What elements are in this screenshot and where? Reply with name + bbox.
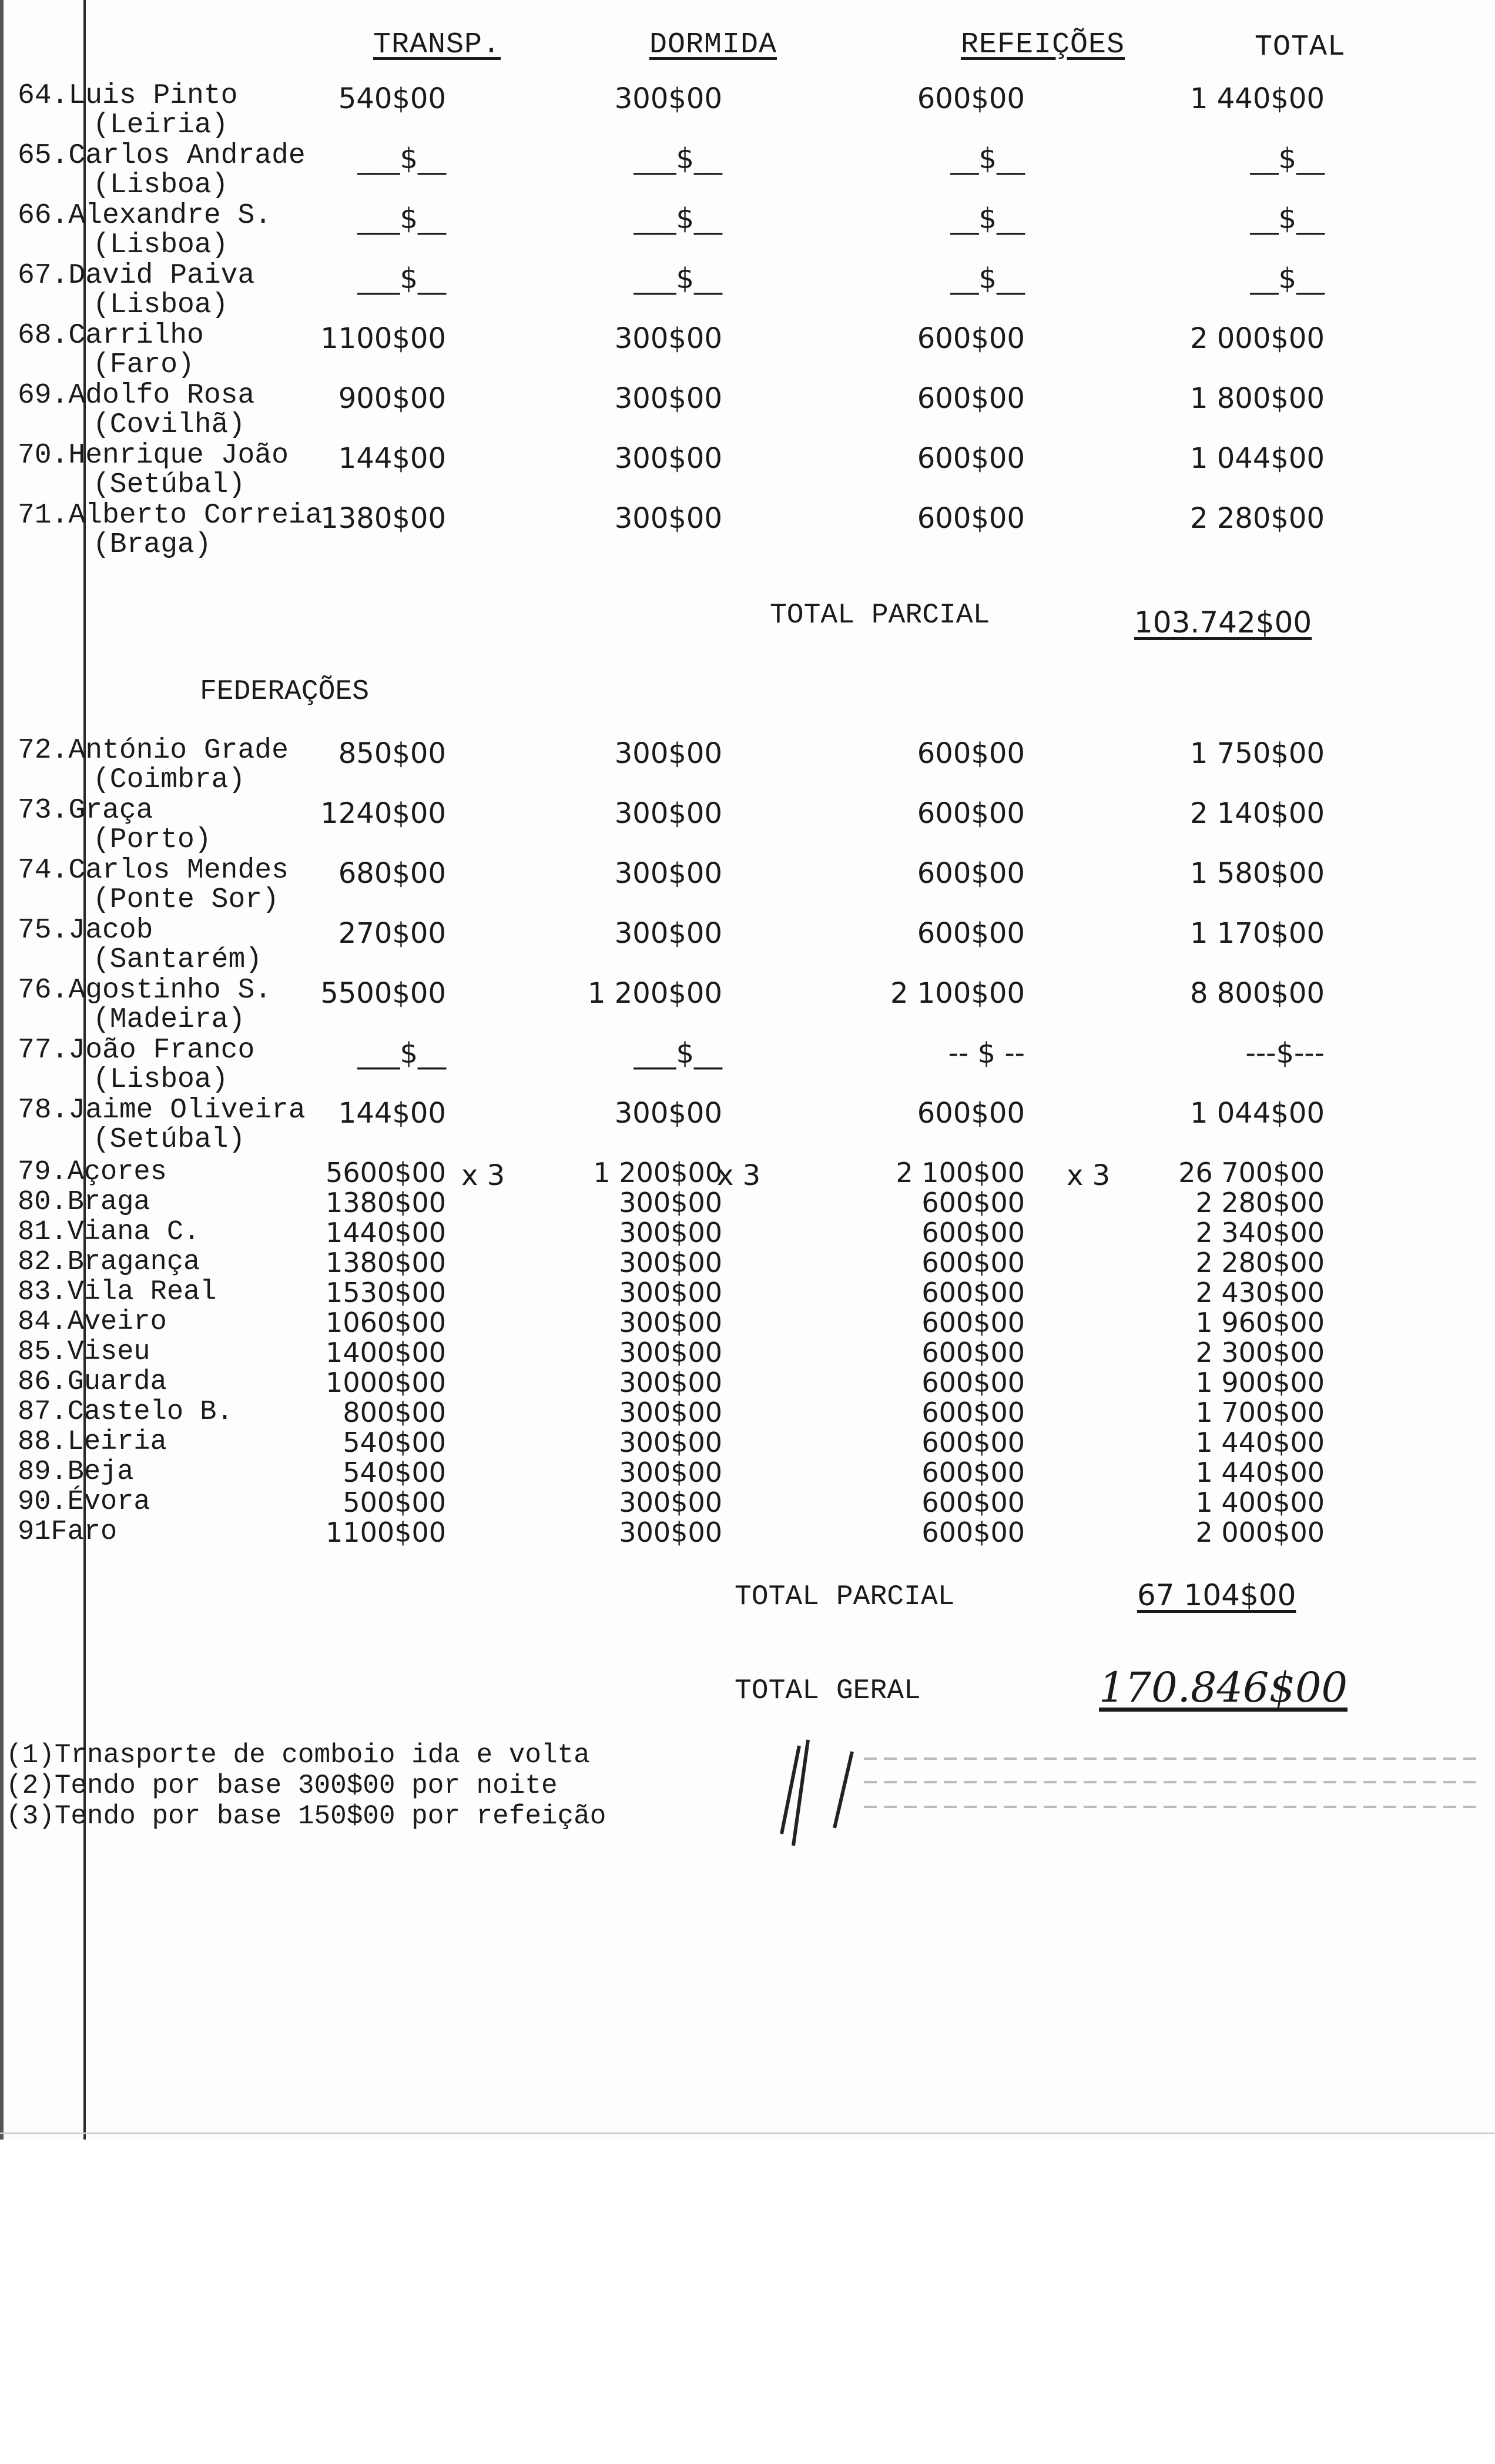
cell-refeicoes: -- $ -- bbox=[948, 1037, 1025, 1070]
cell-total: 26 700$00 bbox=[1178, 1157, 1325, 1189]
cell-transp: ___$__ bbox=[357, 142, 446, 175]
row-name: 82.Bragança bbox=[18, 1247, 200, 1278]
cell-total: 1 044$00 bbox=[1189, 1097, 1325, 1130]
paper-edge bbox=[0, 2132, 1495, 2134]
cell-dormida: ___$__ bbox=[633, 262, 722, 295]
row-name: 88.Leiria bbox=[18, 1427, 167, 1458]
dash-mark bbox=[864, 1781, 1481, 1783]
cell-transp: 540$00 bbox=[343, 1427, 446, 1458]
multiplier: x 3 bbox=[461, 1159, 505, 1192]
cell-transp: 1100$00 bbox=[326, 1516, 446, 1548]
row-name: 78.Jaime Oliveira bbox=[18, 1094, 306, 1126]
cell-refeicoes: 2 100$00 bbox=[896, 1157, 1025, 1189]
cell-total: 1 580$00 bbox=[1189, 857, 1325, 890]
handwritten-mark bbox=[764, 1728, 881, 1857]
row-name: 87.Castelo B. bbox=[18, 1397, 233, 1428]
cell-dormida: 300$00 bbox=[614, 1097, 722, 1130]
cell-total: 1 750$00 bbox=[1189, 737, 1325, 770]
footnote-2: (2)Tendo por base 300$00 por noite bbox=[6, 1770, 558, 1801]
cell-dormida: 300$00 bbox=[619, 1487, 722, 1518]
cell-refeicoes: 600$00 bbox=[921, 1337, 1025, 1368]
cell-total: 2 000$00 bbox=[1195, 1516, 1325, 1548]
table-row bbox=[0, 1337, 1495, 1367]
cell-dormida: 300$00 bbox=[619, 1337, 722, 1368]
cell-total: 2 280$00 bbox=[1195, 1187, 1325, 1218]
total-parcial-1-label: TOTAL PARCIAL bbox=[770, 600, 990, 631]
cell-refeicoes: 600$00 bbox=[921, 1367, 1025, 1398]
cell-total: 1 044$00 bbox=[1189, 442, 1325, 475]
cell-dormida: 300$00 bbox=[619, 1217, 722, 1248]
cell-dormida: 300$00 bbox=[619, 1277, 722, 1308]
header-total: TOTAL bbox=[1255, 31, 1346, 64]
cell-total: 1 700$00 bbox=[1195, 1397, 1325, 1428]
cell-total: __$__ bbox=[1250, 202, 1325, 235]
row-city: (Covilhã) bbox=[93, 409, 246, 441]
cell-transp: 5600$00 bbox=[326, 1157, 446, 1189]
table-row bbox=[0, 1217, 1495, 1247]
cell-refeicoes: 600$00 bbox=[921, 1247, 1025, 1278]
cell-refeicoes: 600$00 bbox=[917, 797, 1025, 830]
cell-total: 2 000$00 bbox=[1189, 322, 1325, 355]
footnote-1: (1)Trnasporte de comboio ida e volta bbox=[6, 1740, 590, 1770]
row-name: 90.Évora bbox=[18, 1487, 150, 1518]
row-city: (Lisboa) bbox=[93, 229, 229, 261]
federacoes-title: FEDERAÇÕES bbox=[200, 676, 370, 708]
multiplier: x 3 bbox=[717, 1159, 761, 1192]
row-city: (Faro) bbox=[93, 349, 195, 381]
cell-dormida: 1 200$00 bbox=[593, 1157, 722, 1189]
row-name: 73.Graça bbox=[18, 795, 153, 826]
row-name: 86.Guarda bbox=[18, 1367, 167, 1398]
cell-refeicoes: 600$00 bbox=[921, 1217, 1025, 1248]
row-name: 66.Alexandre S. bbox=[18, 200, 272, 232]
table-row bbox=[0, 80, 1495, 139]
cell-dormida: 300$00 bbox=[619, 1516, 722, 1548]
row-name: 77.João Franco bbox=[18, 1035, 255, 1066]
cell-refeicoes: 600$00 bbox=[917, 502, 1025, 535]
cell-transp: 144$00 bbox=[338, 442, 446, 475]
cell-transp: 144$00 bbox=[338, 1097, 446, 1130]
row-name: 68.Carrilho bbox=[18, 320, 204, 351]
cell-total: 1 440$00 bbox=[1195, 1457, 1325, 1488]
total-geral-label: TOTAL GERAL bbox=[735, 1675, 921, 1707]
table-row bbox=[0, 1277, 1495, 1307]
table-row bbox=[0, 975, 1495, 1036]
cell-transp: 5500$00 bbox=[320, 977, 446, 1010]
cell-transp: 1240$00 bbox=[320, 797, 446, 830]
cell-dormida: 300$00 bbox=[619, 1367, 722, 1398]
table-row bbox=[0, 795, 1495, 856]
table-row bbox=[0, 140, 1495, 199]
cell-total: 2 430$00 bbox=[1195, 1277, 1325, 1308]
cell-refeicoes: __$__ bbox=[950, 262, 1025, 295]
cell-refeicoes: 600$00 bbox=[917, 857, 1025, 890]
cell-refeicoes: 600$00 bbox=[921, 1457, 1025, 1488]
table-row bbox=[0, 1247, 1495, 1277]
cell-refeicoes: 2 100$00 bbox=[890, 977, 1025, 1010]
cell-refeicoes: 600$00 bbox=[917, 737, 1025, 770]
cell-refeicoes: 600$00 bbox=[921, 1307, 1025, 1338]
cell-refeicoes: 600$00 bbox=[917, 322, 1025, 355]
row-name: 69.Adolfo Rosa bbox=[18, 380, 255, 411]
row-city: (Ponte Sor) bbox=[93, 884, 279, 916]
cell-refeicoes: 600$00 bbox=[921, 1427, 1025, 1458]
cell-transp: 1380$00 bbox=[320, 502, 446, 535]
cell-dormida: 300$00 bbox=[614, 737, 722, 770]
table-row bbox=[0, 1094, 1495, 1156]
total-geral-value: 170.846$00 bbox=[1099, 1663, 1348, 1712]
header-refeicoes: REFEIÇÕES bbox=[961, 28, 1125, 62]
cell-dormida: 300$00 bbox=[614, 322, 722, 355]
table-row bbox=[0, 1427, 1495, 1457]
cell-refeicoes: 600$00 bbox=[917, 917, 1025, 950]
cell-total: ---$--- bbox=[1245, 1037, 1325, 1070]
cell-dormida: 300$00 bbox=[619, 1397, 722, 1428]
cell-transp: ___$__ bbox=[357, 202, 446, 235]
cell-dormida: 300$00 bbox=[614, 917, 722, 950]
cell-refeicoes: 600$00 bbox=[917, 82, 1025, 115]
cell-refeicoes: __$__ bbox=[950, 202, 1025, 235]
cell-transp: 850$00 bbox=[338, 737, 446, 770]
row-name: 83.Vila Real bbox=[18, 1277, 217, 1308]
row-city: (Lisboa) bbox=[93, 289, 229, 321]
cell-refeicoes: 600$00 bbox=[917, 442, 1025, 475]
cell-dormida: ___$__ bbox=[633, 142, 722, 175]
row-city: (Leiria) bbox=[93, 109, 229, 141]
cell-dormida: 300$00 bbox=[614, 857, 722, 890]
cell-dormida: 300$00 bbox=[619, 1247, 722, 1278]
header-dormida: DORMIDA bbox=[649, 28, 777, 62]
cell-total: 2 340$00 bbox=[1195, 1217, 1325, 1248]
cell-transp: 1530$00 bbox=[326, 1277, 446, 1308]
table-row bbox=[0, 500, 1495, 561]
cell-transp: 1400$00 bbox=[326, 1337, 446, 1368]
dash-mark bbox=[864, 1806, 1481, 1808]
table-row bbox=[0, 855, 1495, 916]
header-transp: TRANSP. bbox=[373, 28, 501, 62]
row-name: 71.Alberto Correia bbox=[18, 500, 323, 531]
table-row bbox=[0, 735, 1495, 794]
row-name: 89.Beja bbox=[18, 1457, 134, 1488]
cell-transp: 500$00 bbox=[343, 1487, 446, 1518]
row-city: (Porto) bbox=[93, 824, 212, 856]
total-parcial-2-value: 67 104$00 bbox=[1137, 1578, 1296, 1612]
cell-transp: ___$__ bbox=[357, 262, 446, 295]
cell-total: 2 140$00 bbox=[1189, 797, 1325, 830]
cell-transp: 1380$00 bbox=[326, 1247, 446, 1278]
cell-refeicoes: 600$00 bbox=[921, 1187, 1025, 1218]
table-row bbox=[0, 1516, 1495, 1546]
table-row bbox=[0, 915, 1495, 976]
cell-dormida: 300$00 bbox=[614, 502, 722, 535]
row-city: (Santarém) bbox=[93, 944, 263, 976]
footnote-3: (3)Tendo por base 150$00 por refeição bbox=[6, 1801, 606, 1832]
cell-total: 8 800$00 bbox=[1189, 977, 1325, 1010]
cell-transp: 900$00 bbox=[338, 382, 446, 415]
table-row bbox=[0, 200, 1495, 259]
cell-total: 1 900$00 bbox=[1195, 1367, 1325, 1398]
cell-dormida: 300$00 bbox=[619, 1187, 722, 1218]
table-row bbox=[0, 1457, 1495, 1487]
table-row bbox=[0, 380, 1495, 441]
table-row bbox=[0, 1487, 1495, 1516]
row-name: 80.Braga bbox=[18, 1187, 150, 1218]
cell-transp: 540$00 bbox=[338, 82, 446, 115]
cell-total: __$__ bbox=[1250, 262, 1325, 295]
cell-refeicoes: 600$00 bbox=[917, 382, 1025, 415]
cell-refeicoes: __$__ bbox=[950, 142, 1025, 175]
dash-mark bbox=[864, 1757, 1481, 1760]
cell-dormida: 300$00 bbox=[619, 1427, 722, 1458]
row-name: 81.Viana C. bbox=[18, 1217, 200, 1248]
row-city: (Lisboa) bbox=[93, 1064, 229, 1096]
cell-dormida: 300$00 bbox=[614, 442, 722, 475]
row-name: 85.Viseu bbox=[18, 1337, 150, 1368]
table-row bbox=[0, 1187, 1495, 1217]
row-name: 91Faro bbox=[18, 1516, 118, 1548]
row-city: (Braga) bbox=[93, 529, 212, 561]
row-city: (Setúbal) bbox=[93, 1124, 246, 1156]
cell-dormida: 300$00 bbox=[614, 382, 722, 415]
table-row bbox=[0, 260, 1495, 319]
cell-total: 1 170$00 bbox=[1189, 917, 1325, 950]
cell-transp: 270$00 bbox=[338, 917, 446, 950]
cell-transp: 1440$00 bbox=[326, 1217, 446, 1248]
cell-transp: 1380$00 bbox=[326, 1187, 446, 1218]
cell-dormida: 300$00 bbox=[619, 1307, 722, 1338]
row-city: (Madeira) bbox=[93, 1004, 246, 1036]
cell-total: 2 280$00 bbox=[1195, 1247, 1325, 1278]
cell-refeicoes: 600$00 bbox=[917, 1097, 1025, 1130]
cell-dormida: 300$00 bbox=[614, 797, 722, 830]
cell-transp: 800$00 bbox=[343, 1397, 446, 1428]
cell-transp: 540$00 bbox=[343, 1457, 446, 1488]
row-name: 74.Carlos Mendes bbox=[18, 855, 289, 886]
row-name: 75.Jacob bbox=[18, 915, 153, 946]
row-city: (Setúbal) bbox=[93, 469, 246, 501]
cell-total: 1 400$00 bbox=[1195, 1487, 1325, 1518]
row-name: 76.Agostinho S. bbox=[18, 975, 272, 1006]
table-row bbox=[0, 1157, 1495, 1192]
row-name: 70.Henrique João bbox=[18, 440, 289, 471]
cell-transp: 1000$00 bbox=[326, 1367, 446, 1398]
total-parcial-2-label: TOTAL PARCIAL bbox=[735, 1581, 955, 1613]
cell-total: 1 440$00 bbox=[1195, 1427, 1325, 1458]
row-name: 65.Carlos Andrade bbox=[18, 140, 306, 172]
row-name: 64.Luis Pinto bbox=[18, 80, 238, 112]
cell-dormida: 300$00 bbox=[614, 82, 722, 115]
cell-dormida: ___$__ bbox=[633, 1037, 722, 1070]
row-name: 84.Aveiro bbox=[18, 1307, 167, 1338]
cell-transp: 1100$00 bbox=[320, 322, 446, 355]
cell-total: 2 280$00 bbox=[1189, 502, 1325, 535]
cell-dormida: ___$__ bbox=[633, 202, 722, 235]
table-row bbox=[0, 440, 1495, 501]
cell-total: 1 960$00 bbox=[1195, 1307, 1325, 1338]
multiplier: x 3 bbox=[1067, 1159, 1111, 1192]
cell-dormida: 300$00 bbox=[619, 1457, 722, 1488]
row-city: (Lisboa) bbox=[93, 169, 229, 201]
cell-dormida: 1 200$00 bbox=[587, 977, 722, 1010]
cell-refeicoes: 600$00 bbox=[921, 1516, 1025, 1548]
cell-transp: ___$__ bbox=[357, 1037, 446, 1070]
cell-total: 1 800$00 bbox=[1189, 382, 1325, 415]
table-row bbox=[0, 1035, 1495, 1096]
cell-refeicoes: 600$00 bbox=[921, 1277, 1025, 1308]
table-row bbox=[0, 1307, 1495, 1337]
row-name: 67.David Paiva bbox=[18, 260, 255, 292]
cell-refeicoes: 600$00 bbox=[921, 1397, 1025, 1428]
row-city: (Coimbra) bbox=[93, 764, 246, 796]
table-row bbox=[0, 1367, 1495, 1397]
row-name: 79.Açores bbox=[18, 1157, 167, 1188]
cell-total: 2 300$00 bbox=[1195, 1337, 1325, 1368]
cell-transp: 680$00 bbox=[338, 857, 446, 890]
table-row bbox=[0, 1397, 1495, 1427]
row-name: 72.António Grade bbox=[18, 735, 289, 766]
total-parcial-1-value: 103.742$00 bbox=[1134, 605, 1312, 640]
cell-total: __$__ bbox=[1250, 142, 1325, 175]
cell-total: 1 440$00 bbox=[1189, 82, 1325, 115]
cell-transp: 1060$00 bbox=[326, 1307, 446, 1338]
table-row bbox=[0, 320, 1495, 379]
cell-refeicoes: 600$00 bbox=[921, 1487, 1025, 1518]
